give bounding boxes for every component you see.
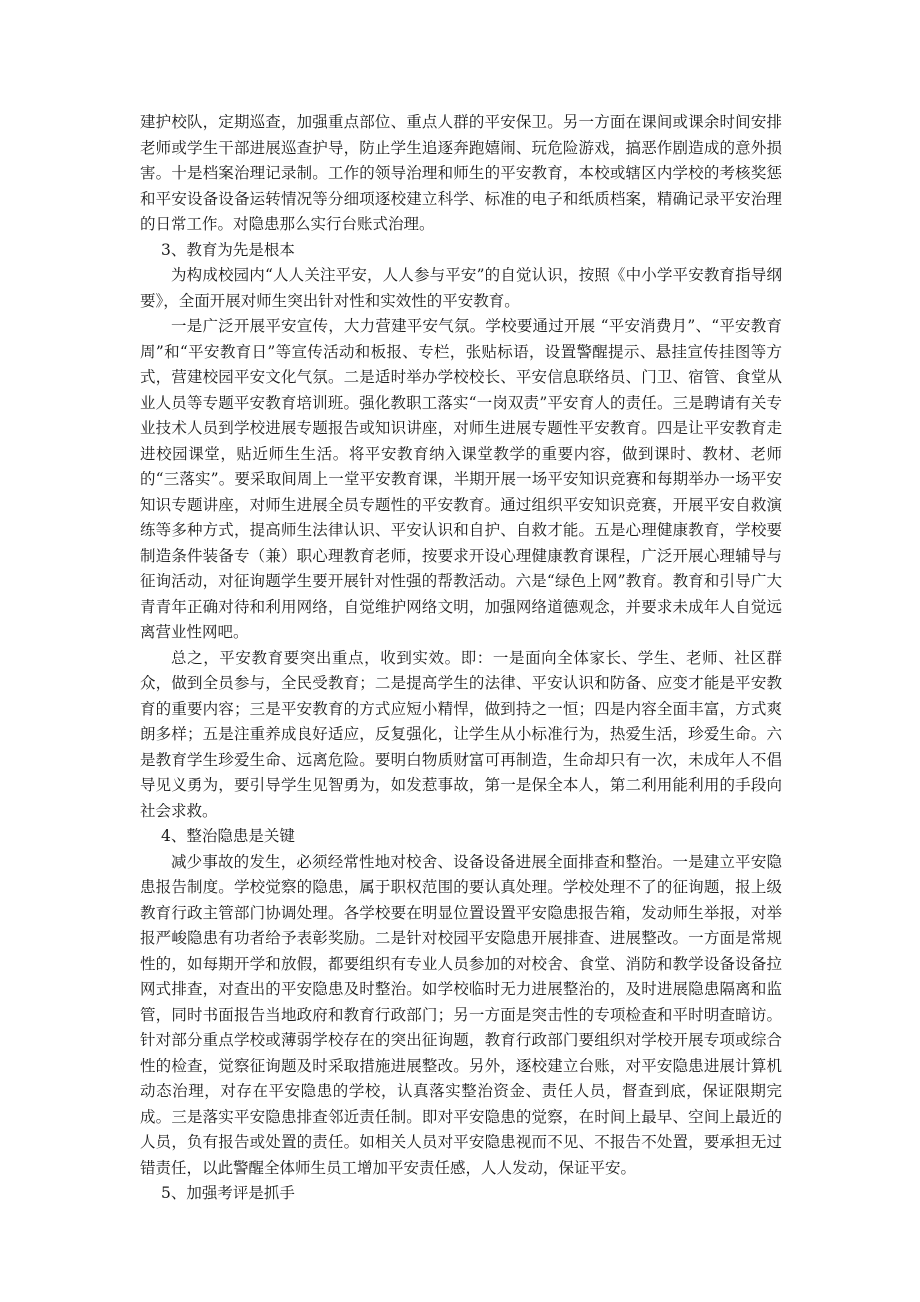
paragraph-education-intro: 为构成校园内“人人关注平安，人人参与平安”的自觉认识，按照《中小学平安教育指导纲要》，全面开展对师生突出针对性和实效性的平安教育。 (140, 266, 782, 310)
section-heading-education: 3、教育为先是根本 (161, 240, 295, 259)
paragraph-education-summary: 总之，平安教育要突出重点，收到实效。即：一是面向全体家长、学生、老师、社区群众，做到全员参与，全民受教育；二是提高学生的法律、平安认识和防备、应变才能是平安教育的重要内容；三是平安教育的方式应短小精悍，做到持之一恒；四是内容全面丰富，方式爽朗多样；五是注重养成良好适应，反复强化，让学生从小标准行为，热爱生活，珍爱生命。六是教育学生珍爱生命、远离危险。要明白物质财富可再制造，生命却只有一次，未成年人不倡导见义勇为，要引导学生见智勇为，如发惹事故，第一是保全本人，第二利用能利用的手段向社会求救。 (140, 648, 782, 820)
section-heading-hazards: 4、整治隐患是关键 (161, 827, 295, 845)
paragraph-hazard-rectification: 减少事故的发生，必须经常性地对校舍、设备设备进展全面排查和整治。一是建立平安隐患报告制度。学校觉察的隐患，属于职权范围的要认真处理。学校处理不了的征询题，报上级教育行政主管部门协调处理。各学校要在明显位置设置平安隐患报告箱，发动师生举报，对举报严峻隐患有功者给予表彰奖励。二是针对校园平安隐患开展排查、进展整改。一方面是常规性的，如每期开学和放假，都要组织有专业人员参加的对校舍、食堂、消防和教学设备设备拉网式排查，对查出的平安隐患及时整治。如学校临时无力进展整治的，及时进展隐患隔离和监管，同时书面报告当地政府和教育行政部门；另一方面是突击性的专项检查和平时明查暗访。针对部分重点学校或薄弱学校存在的突出征询题，教育行政部门要组织对学校开展专项或综合性的检查，觉察征询题及时采取措施进展整改。另外，逐校建立台账，对平安隐患进展计算机动态治理，对存在平安隐患的学校，认真落实整治资金、责任人员，督查到底，保证限期完成。三是落实平安隐患排查邻近责任制。即对平安隐患的觉察，在时间上最早、空间上最近的人员，负有报告或处置的责任。如相关人员对平安隐患视而不见、不报告不处置，要承担无过错责任，以此警醒全体师生员工增加平安责任感，人人发动，保证平安。 (140, 852, 782, 1177)
section-heading-assessment: 5、加强考评是抓手 (161, 1184, 295, 1202)
paragraph-patrol-archive: 建护校队，定期巡查，加强重点部位、重点人群的平安保卫。另一方面在课间或课余时间安排老师或学生干部进展巡查护导，防止学生追逐奔跑嬉闹、玩危险游戏，搞恶作剧造成的意外损害。十是档案治理记录制。工作的领导治理和师生的平安教育，本校或辖区内学校的考核奖惩和平安设备设备运转情况等分细项逐校建立科学、标准的电子和纸质档案，精确记录平安治理的日常工作。对隐患那么实行台账式治理。 (140, 113, 782, 233)
document-body (140, 110, 782, 1207)
paragraph-education-measures: 一是广泛开展平安宣传，大力营建平安气氛。学校要通过开展 “平安消费月”、“平安教育周”和“平安教育日”等宣传活动和板报、专栏，张贴标语，设置警醒提示、悬挂宣传挂图等方式，营建校园平安文化气氛。二是适时举办学校校长、平安信息联络员、门卫、宿管、食堂从业人员等专题平安教育培训班。强化教职工落实“一岗双责”平安育人的责任。三是聘请有关专业技术人员到学校进展专题报告或知识讲座，对师生进展专题性平安教育。四是让平安教育走进校园课堂，贴近师生生活。将平安教育纳入课堂教学的重要内容，做到课时、教材、老师的“三落实”。要采取间周上一堂平安教育课，半期开展一场平安知识竞赛和每期举办一场平安知识专题讲座，对师生进展全员专题性的平安教育。通过组织平安知识竞赛，开展平安自救演练等多种方式，提高师生法律认识、平安认识和自护、自救才能。五是心理健康教育，学校要制造条件装备专（兼）职心理教育老师，按要求开设心理健康教育课程，广泛开展心理辅导与征询活动，对征询题学生要开展针对性强的帮教活动。六是“绿色上网”教育。教育和引导广大青青年正确对待和利用网络，自觉维护网络文明，加强网络道德观念，并要求未成年人自觉远离营业性网吧。 (140, 317, 782, 641)
